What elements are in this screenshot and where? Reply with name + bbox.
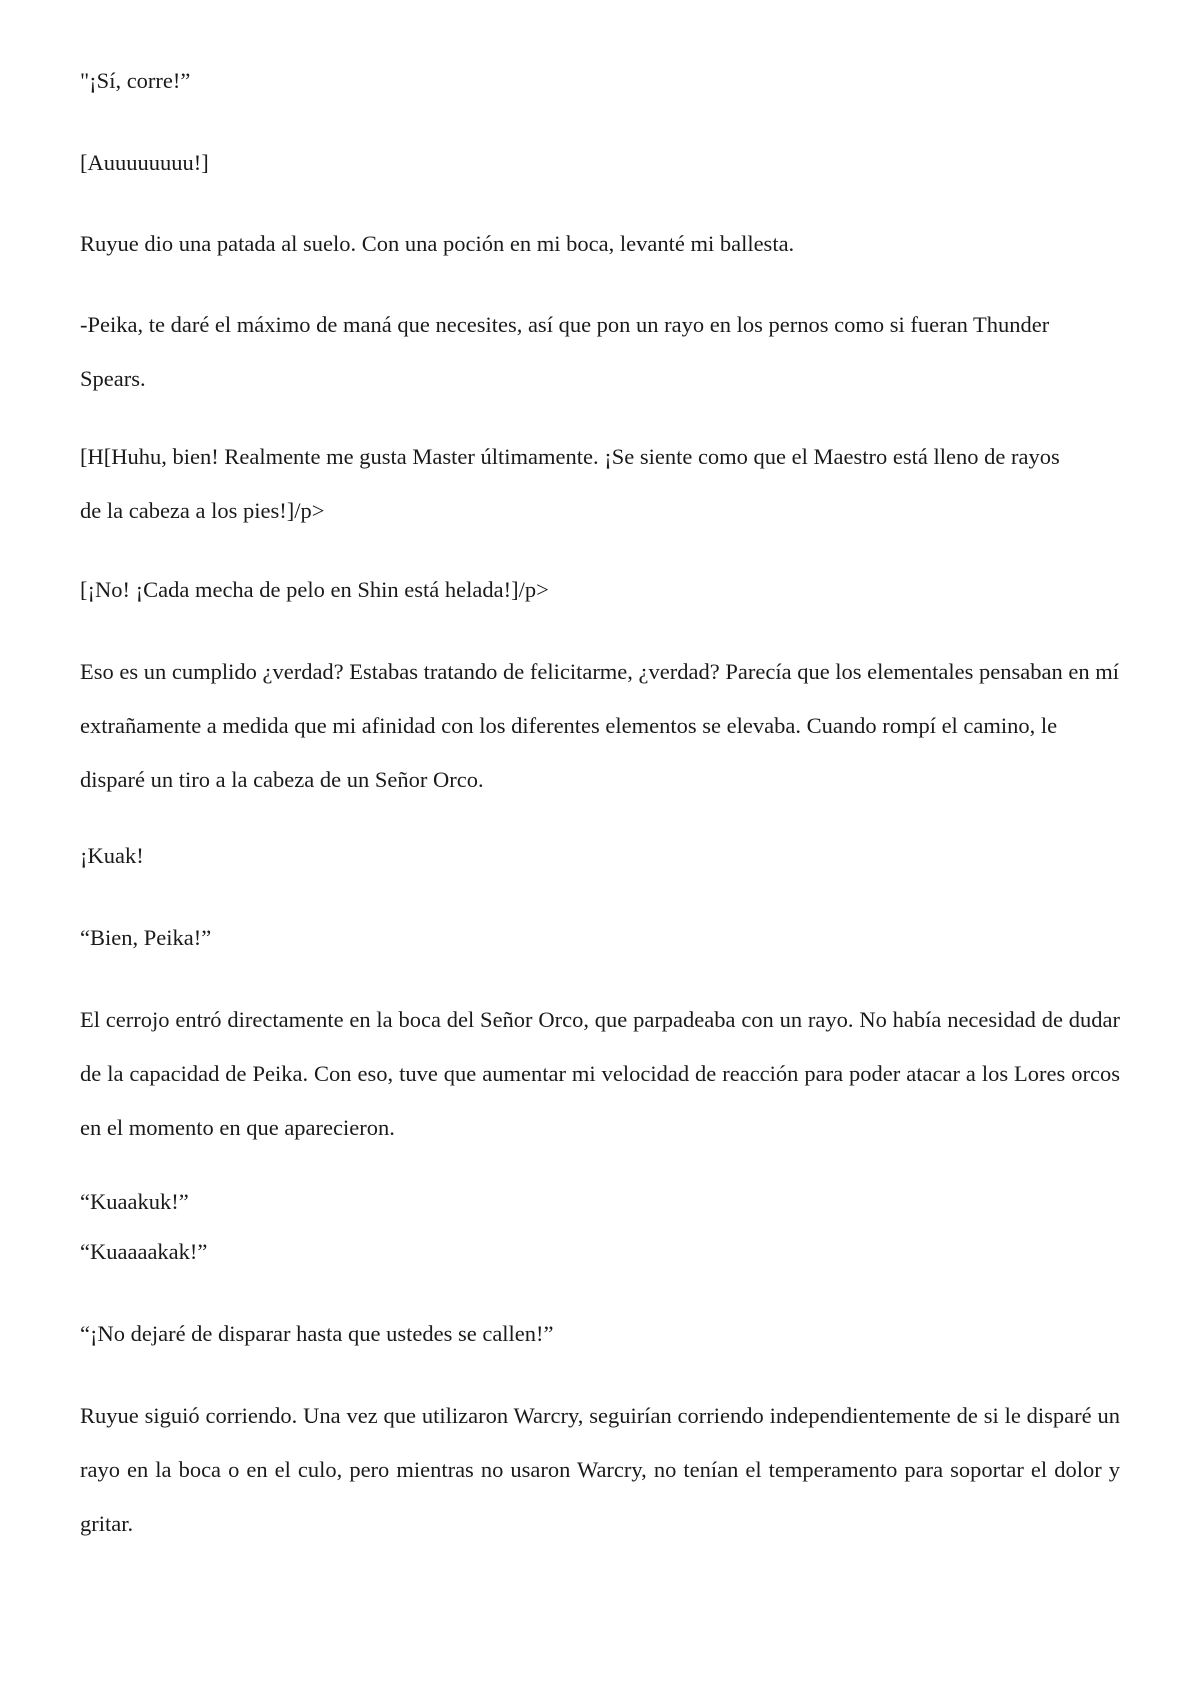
paragraph-5 (80, 430, 1080, 538)
paragraph-13 (80, 1307, 1120, 1361)
paragraph-7 (80, 645, 1120, 807)
paragraph-2 (80, 136, 1120, 190)
text-line: [H[Huhu, bien! Realmente me gusta Master últimamente. ¡Se siente como que el Maestro está lleno de rayos de la cabeza a los pies!]/p> (80, 444, 1060, 523)
text-line: ¡Kuak! (80, 843, 144, 868)
text-line: Ruyue dio una patada al suelo. Con una poción en mi boca, levanté mi ballesta. (80, 231, 795, 256)
text-line: -Peika, te daré el máximo de maná que necesites, así que pon un rayo en los pernos como si fueran Thunder Spears. (80, 312, 1050, 391)
paragraph-10 (80, 993, 1120, 1155)
text-line: "¡Sí, corre!” (80, 68, 191, 93)
text-line: “¡No dejaré de disparar hasta que ustedes se callen!” (80, 1321, 554, 1346)
paragraph-1 (80, 54, 1120, 108)
text-line: “Kuaakuk!” (80, 1189, 189, 1214)
text-line: “Kuaaaakak!” (80, 1239, 208, 1264)
paragraph-11 (80, 1177, 1120, 1277)
text-line: Ruyue siguió corriendo. Una vez que utilizaron Warcry, seguirían corriendo independientemente de si le disparé un rayo en la boca o en el culo, pero mientras no usaron Warcry, no tenían el temperamento para soportar el dolor y gritar. (80, 1403, 1120, 1536)
text-line: “Bien, Peika!” (80, 925, 212, 950)
paragraph-8 (80, 829, 1120, 883)
paragraph-6 (80, 563, 1120, 617)
text-line: El cerrojo entró directamente en la boca del Señor Orco, que parpadeaba con un rayo. No había necesidad de dudar de la capacidad de Peika. Con eso, tuve que aumentar mi velocidad de reacción para poder atacar a los Lores orcos en el momento en que aparecieron. (80, 1007, 1120, 1140)
paragraph-3 (80, 217, 1120, 271)
paragraph-9 (80, 911, 1120, 965)
text-line: [¡No! ¡Cada mecha de pelo en Shin está helada!]/p> (80, 577, 549, 602)
text-line: [Auuuuuuuu!] (80, 150, 209, 175)
paragraph-4 (80, 298, 1060, 406)
text-line: Eso es un cumplido ¿verdad? Estabas tratando de felicitarme, ¿verdad? Parecía que los elementales pensaban en mí extrañamente a medida que mi afinidad con los diferentes elementos se elevaba. Cuando rompí el camino, le disparé un tiro a la cabeza de un Señor Orco. (80, 659, 1119, 792)
paragraph-14 (80, 1389, 1120, 1551)
